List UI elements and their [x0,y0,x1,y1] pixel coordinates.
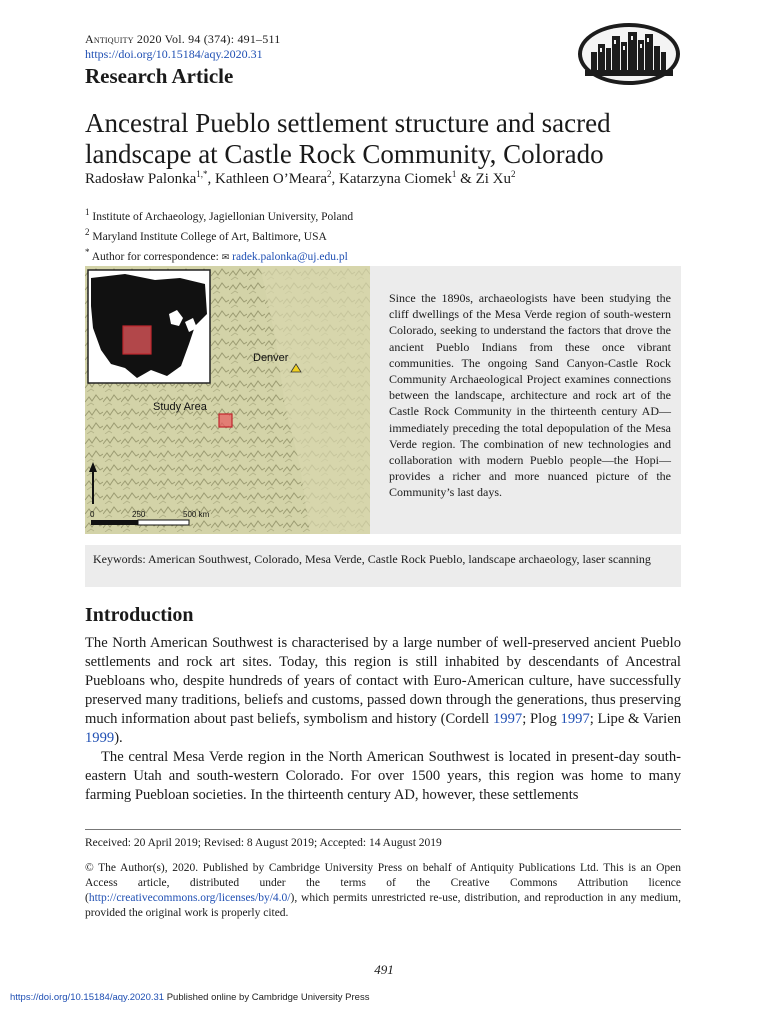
copyright-text: © The Author(s), 2020. Published by Cambridge University Press on behalf of Antiquity Publications Ltd. This is an Open Access article, distributed under the terms of the Creative Commons Attribution licence ( [85,862,681,904]
correspondence-label: Author for correspondence: [91,250,222,263]
author-separator: , [207,171,215,187]
journal-name: Antiquity [85,32,134,46]
study-area-marker [219,414,232,427]
article-title: Ancestral Pueblo settlement structure and sacred landscape at Castle Rock Community, Colorado [85,108,611,169]
affiliation-item [85,205,353,225]
affiliation-mark: 1 [85,207,90,217]
body-text [85,634,681,805]
scale-label: 0 [90,510,95,519]
correspondence-email[interactable]: radek.palonka@uj.edu.pl [232,250,348,263]
author-name: Kathleen O’Meara [214,171,328,187]
doi-link[interactable]: https://doi.org/10.15184/aqy.2020.31 [85,47,263,61]
page-footer [10,992,369,1003]
scale-label: 500 km [183,510,210,519]
author-affiliation-mark: 2 [510,169,516,179]
author-list [85,169,515,188]
footnote-divider [85,829,681,830]
correspondence [85,245,353,265]
study-area-map [85,266,370,534]
scale-label: 250 [132,510,146,519]
paragraph-text: ; Plog [522,711,561,727]
author-separator: & [456,171,476,187]
footer-doi-link[interactable]: https://doi.org/10.15184/aqy.2020.31 [10,992,165,1003]
paragraph-text: ). [114,730,123,746]
map-label-study-area: Study Area [153,401,207,413]
affiliation-mark: 2 [85,226,90,237]
affiliation-item [85,225,353,245]
journal-details: 2020 Vol. 94 (374): 491–511 [133,32,281,46]
footer-published: Published online by Cambridge University Press [164,992,370,1003]
paragraph [85,634,681,748]
paragraph-text: The North American Southwest is characterised by a large number of well-preserved ancient Pueblo settlements and rock art sites. Today, this region is still inhabited by descendants of Ancestral Puebloans who, despite hundreds of years of contact with Euro-American culture, have successfully preserved many traditions, beliefs and customs, passed down through the generations, thus preserving much information about past beliefs, symbolism and history (Cordell [85,635,681,727]
keywords-text: Keywords: American Southwest, Colorado, Mesa Verde, Castle Rock Pueblo, landscape archaeology, laser scanning [93,552,651,566]
author-name: Radosław Palonka [85,171,197,187]
received-dates: Received: 20 April 2019; Revised: 8 August 2019; Accepted: 14 August 2019 [85,837,442,849]
map-label-denver: Denver [253,352,289,364]
author-name: Katarzyna Ciomek [339,171,452,187]
author-separator: , [331,171,340,187]
author-affiliation-mark: 2 [327,169,332,179]
email-icon: ✉ [221,251,230,262]
article-type: Research Article [85,64,234,88]
journal-citation [85,32,280,47]
author-affiliation-mark: 1,* [196,169,208,179]
correspondence-mark: * [85,246,90,257]
paragraph: The central Mesa Verde region in the North American Southwest is located in present-day south-eastern Utah and south-western Colorado. For over 1500 years, this region was home to many farming Puebloan societies. In the thirteenth century AD, however, these settlements [85,749,681,803]
paragraph-text: ; Lipe & Varien [589,711,682,727]
copyright-text: ), which permits unrestricted re-use, distribution, and reproduction in any medium, provided the original work is properly cited. [85,892,681,919]
license-link[interactable]: http://creativecommons.org/licenses/by/4.0/ [88,892,291,904]
author-affiliation-mark: 1 [451,169,457,179]
citation-link[interactable]: 1999 [85,730,115,746]
antiquity-logo-icon [577,22,681,86]
inset-study-marker [123,326,151,354]
page-number: 491 [374,962,394,977]
section-heading: Introduction [85,604,194,626]
author-name: Zi Xu [475,171,511,187]
affiliations [85,205,353,264]
citation-link[interactable]: 1997 [560,711,590,727]
copyright-notice [85,861,681,921]
affiliation-text: Maryland Institute College of Art, Baltimore, USA [92,230,327,243]
abstract-text: Since the 1890s, archaeologists have been studying the cliff dwellings of the Mesa Verde region of south-western Colorado, seeking to understand the factors that drove the ancient Pueblo Indians from these once vibrant communities. The ongoing Sand Canyon-Castle Rock Community Archaeological Project examines connections between the landscape, architecture and rock art of the Castle Rock Community in the thirteenth century AD—immediately preceding the total depopulation of the Mesa Verde region. The combination of new technologies and collaboration with modern Pueblo people—the Hopi—provides a richer and more nuanced picture of the Community’s last days. [389,291,671,500]
affiliation-text: Institute of Archaeology, Jagiellonian University, Poland [92,210,354,223]
citation-link[interactable]: 1997 [493,711,523,727]
